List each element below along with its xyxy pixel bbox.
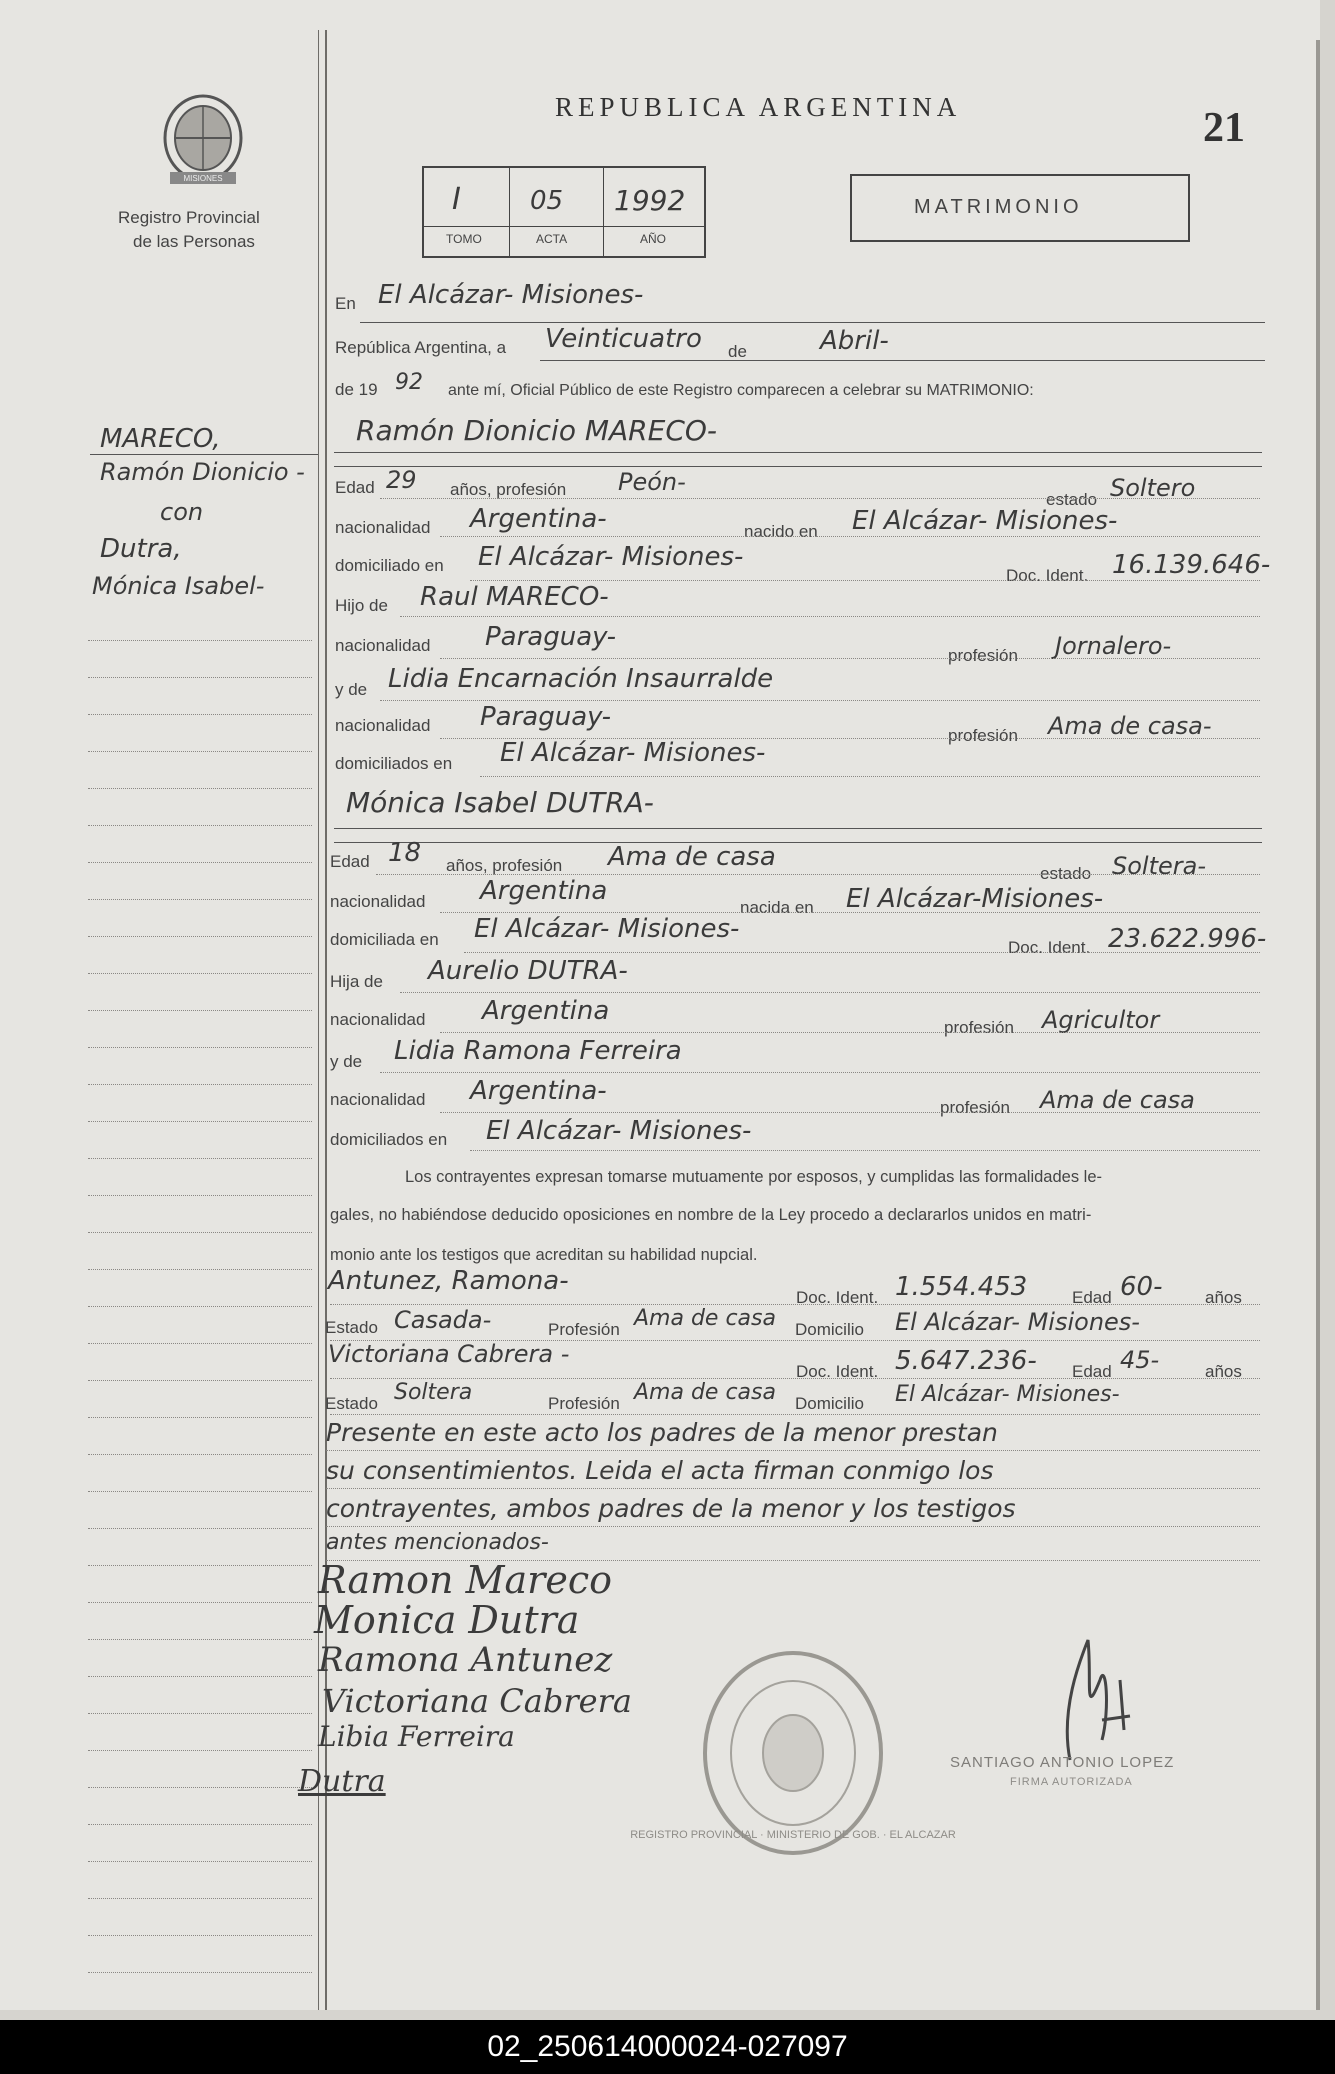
ano-value: 1992 [614,184,686,217]
witness1-domicile: El Alcázar- Misiones- [895,1308,1140,1336]
witness1-estado: Casada- [394,1306,492,1334]
bride-dom-label: domiciliada en [330,930,439,949]
margin-ruled-line [88,1084,312,1085]
witness1-dom-label: Domicilio [795,1320,864,1339]
intro-statement: ante mí, Oficial Público de este Registro comparecen a celebrar su MATRIMONIO: [448,382,1034,399]
margin-ruled-line [88,1676,312,1677]
margin-ruled-line [88,1750,312,1751]
margin-ruled-line [88,1010,312,1011]
bride-mother-label: y de [330,1052,363,1071]
bride-father-nationality: Argentina [482,996,610,1026]
act-type-box [850,174,1190,242]
margin-ruled-line [88,1565,312,1566]
bride-mother-nac-label: nacionalidad [330,1090,426,1109]
notes-line-4: antes mencionados- [326,1530,549,1555]
record-number-box [422,166,706,258]
groom-prof-label: años, profesión [450,480,567,499]
page-number: 21 [1203,105,1245,151]
groom-father-label: Hijo de [335,596,388,615]
groom-nationality: Argentina- [470,504,607,534]
witness2-name: Victoriana Cabrera - [328,1340,570,1368]
groom-nacido-label: nacido en [744,522,818,541]
margin-ruled-line [88,1343,312,1344]
official-title: FIRMA AUTORIZADA [1010,1776,1133,1788]
margin-ruled-line [88,1713,312,1714]
margin-ruled-line [88,1528,312,1529]
witness2-anos-label: años [1205,1362,1242,1381]
margin-ruled-line [88,677,312,678]
bride-domicile: El Alcázar- Misiones- [474,914,740,944]
bride-mother: Lidia Ramona Ferreira [394,1036,682,1066]
margin-ruled-line [88,825,312,826]
margin-ruled-line [88,1047,312,1048]
bride-mother-profession: Ama de casa [1040,1086,1195,1114]
declaration-line-2: gales, no habiéndose deducido oposiciones en nombre de la Ley procedo a declararlos unidos en matri- [330,1206,1092,1224]
bride-father: Aurelio DUTRA- [428,956,628,986]
witness2-estado: Soltera [394,1380,473,1405]
groom-father-nac-label: nacionalidad [335,636,431,655]
margin-ruled-line [88,751,312,752]
ano-label: AÑO [640,232,667,246]
groom-name: Ramón Dionicio MARECO- [356,414,718,447]
registry-line-1: Registro Provincial [118,208,260,227]
groom-father-nationality: Paraguay- [485,622,616,652]
bride-estado-label: estado [1040,864,1092,883]
notes-line-3: contrayentes, ambos padres de la menor y los testigos [326,1494,1016,1523]
margin-ruled-line [88,1306,312,1307]
witness2-dom-label: Domicilio [795,1394,864,1413]
margin-ruled-line [88,936,312,937]
margin-ruled-line [88,1158,312,1159]
intro-place: El Alcázar- Misiones- [378,280,644,310]
republica-label: República Argentina, a [335,338,507,357]
groom-nac-label: nacionalidad [335,518,431,537]
witness1-prof-label: Profesión [548,1320,620,1339]
bride-father-prof-label: profesión [944,1018,1014,1037]
margin-ruled-line [88,640,312,641]
margin-ruled-line [88,1380,312,1381]
margin-ruled-line [88,1232,312,1233]
groom-estado: Soltero [1110,474,1196,502]
margin-ruled-line [88,1639,312,1640]
bride-father-nac-label: nacionalidad [330,1010,426,1029]
groom-doc: 16.139.646- [1112,550,1271,580]
bride-birthplace: El Alcázar-Misiones- [846,884,1104,914]
margin-ruled-line [88,1491,312,1492]
bride-edad-label: Edad [330,852,370,871]
margin-ruled-line [88,1898,312,1899]
witness2-estado-label: Estado [325,1394,378,1413]
emblem-text: MISIONES [183,174,223,183]
margin-ruled-line [88,973,312,974]
bride-doc-label: Doc. Ident. [1008,938,1091,957]
margin-ruled-line [88,1269,312,1270]
witness2-age: 45- [1120,1346,1160,1374]
groom-parents-dom-label: domiciliados en [335,754,453,773]
groom-birthplace: El Alcázar- Misiones- [852,506,1118,536]
signature-mother: Libia Ferreira [318,1720,515,1753]
margin-ruled-line [88,1454,312,1455]
bride-mother-prof-label: profesión [940,1098,1010,1117]
groom-father-prof-label: profesión [948,646,1018,665]
official-seal-icon [630,1648,956,1858]
footer-code: 02_250614000024-027097 [0,2020,1335,2074]
groom-profession: Peón- [618,468,686,496]
signature-witness2: Victoriana Cabrera [322,1682,632,1720]
bride-parents-dom-label: domiciliados en [330,1130,448,1149]
groom-dom-label: domiciliado en [335,556,444,575]
bride-father-label: Hija de [330,972,383,991]
acta-label: ACTA [536,232,568,246]
bride-parents-domicile: El Alcázar- Misiones- [486,1116,752,1146]
registry-line-2: de las Personas [133,232,255,251]
notes-line-2: su consentimientos. Leida el acta firman conmigo los [326,1456,994,1485]
margin-ruled-line [88,1787,312,1788]
witness1-doc: 1.554.453 [895,1272,1028,1302]
witness2-doc: 5.647.236- [895,1346,1037,1376]
groom-domicile: El Alcázar- Misiones- [478,542,744,572]
page-edge [1316,40,1320,2010]
acta-value: 05 [530,186,564,216]
witness2-domicile: El Alcázar- Misiones- [895,1382,1120,1407]
signature-groom: Ramon Mareco [318,1558,612,1602]
intro-de-label: de [728,342,747,361]
bride-age: 18 [388,838,422,868]
groom-age: 29 [386,466,417,494]
bride-father-profession: Agricultor [1042,1006,1160,1034]
bride-nacida-label: nacida en [740,898,814,917]
declaration-line-1: Los contrayentes expresan tomarse mutuamente por esposos, y cumplidas las formalidades le- [405,1168,1103,1186]
groom-doc-label: Doc. Ident. [1006,566,1089,585]
tomo-value: I [452,182,461,217]
witness2-doc-label: Doc. Ident. [796,1362,879,1381]
groom-edad-label: Edad [335,478,375,497]
groom-mother-label: y de [335,680,368,699]
signature-witness1: Ramona Antunez [318,1640,613,1680]
witness2-edad-label: Edad [1072,1362,1112,1381]
intro-month: Abril- [820,326,889,356]
margin-ruled-line [88,788,312,789]
bride-prof-label: años, profesión [446,856,563,875]
groom-estado-label: estado [1046,490,1098,509]
intro-day: Veinticuatro [545,324,702,354]
bride-estado: Soltera- [1112,852,1206,880]
witness1-profession: Ama de casa [634,1306,776,1331]
groom-mother-nac-label: nacionalidad [335,716,431,735]
witness2-prof-label: Profesión [548,1394,620,1413]
bride-nationality: Argentina [480,876,608,906]
country-title: REPUBLICA ARGENTINA [555,92,962,122]
margin-ruled-line [88,1824,312,1825]
margin-con: con [160,498,204,526]
margin-ruled-line [88,1861,312,1862]
witness1-anos-label: años [1205,1288,1242,1307]
witness1-doc-label: Doc. Ident. [796,1288,879,1307]
de-year-label: de 19 [335,380,378,399]
signature-bride: Monica Dutra [314,1598,580,1642]
margin-ruled-line [88,1195,312,1196]
margin-ruled-line [88,1935,312,1936]
declaration-line-3: monio ante los testigos que acreditan su habilidad nupcial. [330,1246,758,1264]
margin-ruled-line [88,1972,312,1973]
signature-father: Dutra [298,1764,386,1799]
coat-of-arms-icon [158,86,248,188]
margin-ruled-line [88,899,312,900]
groom-father: Raul MARECO- [420,582,609,612]
bride-name: Mónica Isabel DUTRA- [346,786,654,819]
bride-mother-nationality: Argentina- [470,1076,607,1106]
margin-ruled-line [88,1602,312,1603]
groom-mother: Lidia Encarnación Insaurralde [388,664,774,694]
witness1-edad-label: Edad [1072,1288,1112,1307]
witness1-estado-label: Estado [325,1318,378,1337]
margin-bride-name: Mónica Isabel- [92,572,265,600]
witness1-name: Antunez, Ramona- [328,1266,569,1296]
margin-surname: MARECO, [100,424,221,454]
act-type: MATRIMONIO [914,196,1083,218]
witness1-age: 60- [1120,1272,1163,1302]
margin-ruled-line [88,1121,312,1122]
seal-text: REGISTRO PROVINCIAL · MINISTERIO DE GOB. · EL ALCAZAR [630,1829,956,1841]
witness2-profession: Ama de casa [634,1380,776,1405]
notes-line-1: Presente en este acto los padres de la menor prestan [326,1418,998,1447]
groom-parents-domicile: El Alcázar- Misiones- [500,738,766,768]
bride-doc: 23.622.996- [1108,924,1267,954]
margin-ruled-line [88,714,312,715]
bride-nac-label: nacionalidad [330,892,426,911]
tomo-label: TOMO [446,232,482,246]
groom-mother-nationality: Paraguay- [480,702,611,732]
groom-mother-profession: Ama de casa- [1048,712,1212,740]
margin-bride-surname: Dutra, [100,534,182,564]
groom-mother-prof-label: profesión [948,726,1018,745]
margin-ruled-line [88,1417,312,1418]
bride-profession: Ama de casa [608,842,776,872]
official-name: SANTIAGO ANTONIO LOPEZ [950,1754,1175,1771]
margin-name: Ramón Dionicio - [100,458,305,486]
margin-ruled-line [88,862,312,863]
groom-father-profession: Jornalero- [1055,632,1172,660]
margin-divider-inner [318,30,319,2010]
en-label: En [335,294,356,313]
intro-year: 92 [395,370,423,395]
